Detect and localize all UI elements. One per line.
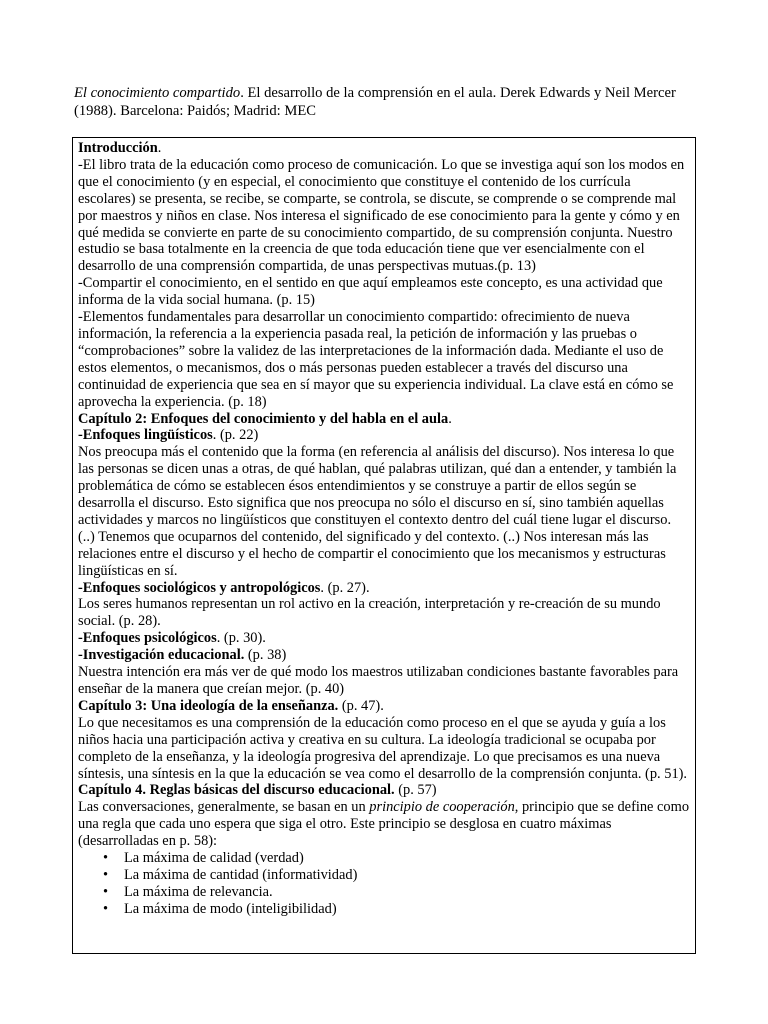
chapter-4-heading: Capítulo 4. Reglas básicas del discurso educacional. (p. 57) bbox=[78, 782, 437, 799]
chapter-4-text: Las conversaciones, generalmente, se basan en un principio de cooperación, principio que se define como una regla que cada uno espera que siga el otro. Este principio se desglosa en cuatro máximas (desarrolladas en p. 58): bbox=[78, 799, 690, 850]
book-details: . El desarrollo de la comprensión en el aula. Derek Edwards y Neil Mercer (1988). Barcelona: Paidós; Madrid: MEC bbox=[74, 85, 676, 119]
sociological-approaches-text: Los seres humanos representan un rol activo en la creación, interpretación y re-creación de su mundo social. (p. 28). bbox=[78, 596, 661, 630]
maxims-list bbox=[78, 850, 690, 918]
intro-paragraph-3: -Elementos fundamentales para desarrollar un conocimiento compartido: ofrecimiento de nueva información, la referencia a la experiencia pasada real, la petición de información y las pruebas o “comprobaciones” sobre la validez de las interpretaciones de la información dada. Mediante el uso de estos elementos, o mecanismos, dos o más personas pueden establecer a través del discurso una continuidad de experiencia que sea en sí mayor que su experiencia individual. La clave está en cómo se aprovecha la experiencia. (p. 18) bbox=[78, 309, 674, 410]
book-title: El conocimiento compartido bbox=[74, 85, 241, 101]
chapter-3-heading: Capítulo 3: Una ideología de la enseñanza. (p. 47). bbox=[78, 697, 384, 714]
sociological-approaches-heading: -Enfoques sociológicos y antropológicos. (p. 27). bbox=[78, 579, 370, 596]
bibliographic-reference bbox=[74, 84, 694, 120]
list-item: • La máxima de cantidad (informatividad) bbox=[103, 866, 358, 883]
summary-box bbox=[72, 137, 696, 954]
chapter-3-text: Lo que necesitamos es una comprensión de la educación como proceso en el que se ayuda y guía a los niños hacia una participación activa y creativa en su cultura. La ideología tradicional se ocupaba por completo de la enseñanza, y la ideología progresiva del aprendizaje. Lo que precisamos es una nueva síntesis, una síntesis en la que la educación se vea como el desarrollo de la comprensión conjunta. (p. 51). bbox=[78, 714, 688, 782]
bullet-icon: • bbox=[103, 900, 109, 917]
linguistic-approaches-text: Nos preocupa más el contenido que la forma (en referencia al análisis del discurso). Nos interesa lo que las personas se dicen unas a otras, de qué hablan, qué palabras utilizan, qué dan a entender, y también la problemática de cómo se establecen ésos entendimientos y se construye a partir de ellos según se desarrolla el discurso. Esto significa que nos preocupa no sólo el discurso en sí, sino también aquellas actividades y marcos no lingüísticos que constituyen el contexto dentro del cuál tiene lugar el discurso. (..) Tenemos que ocuparnos del contenido, del significado y del contexto. (..) Nos interesan más las relaciones entre el discurso y el hecho de compartir el conocimiento que los mecanismos y estructuras lingüísticas en sí. bbox=[78, 444, 677, 579]
bullet-icon: • bbox=[103, 883, 109, 900]
list-item: • La máxima de modo (inteligibilidad) bbox=[103, 900, 337, 917]
list-item: • La máxima de relevancia. bbox=[103, 883, 273, 900]
intro-heading: Introducción. bbox=[78, 140, 162, 156]
educational-research-text: Nuestra intención era más ver de qué modo los maestros utilizaban condiciones bastante favorables para enseñar de la manera que creían mejor. (p. 40) bbox=[78, 664, 679, 697]
bullet-icon: • bbox=[103, 866, 109, 883]
linguistic-approaches-heading: -Enfoques lingüísticos. (p. 22) bbox=[78, 427, 259, 444]
chapter-2-heading: Capítulo 2: Enfoques del conocimiento y del habla en el aula. bbox=[78, 410, 452, 427]
intro-paragraph-2: -Compartir el conocimiento, en el sentido en que aquí empleamos este concepto, es una actividad que informa de la vida social humana. (p. 15) bbox=[78, 275, 663, 309]
psychological-approaches-heading: -Enfoques psicológicos. (p. 30). bbox=[78, 630, 266, 647]
list-item: • La máxima de calidad (verdad) bbox=[103, 850, 304, 867]
educational-research-heading: -Investigación educacional. (p. 38) bbox=[78, 647, 287, 664]
intro-paragraph-1: -El libro trata de la educación como proceso de comunicación. Lo que se investiga aquí son los modos en que el conocimiento (y en especial, el conocimiento que constituye el contenido de los currícula escolares) se presenta, se recibe, se comparte, se controla, se discute, se comprende o se comprende mal por maestros y niños en clase. Nos interesa el significado de ese conocimiento para la gente y cómo y en qué medida se convierte en parte de su conocimiento compartido, de su comprensión conjunta. Nuestro estudio se basa totalmente en la creencia de que toda educación tiene que ver esencialmente con el desarrollo de una comprensión compartida, de unas perspectivas mutuas.(p. 13) bbox=[78, 156, 685, 275]
bullet-icon: • bbox=[103, 850, 109, 867]
